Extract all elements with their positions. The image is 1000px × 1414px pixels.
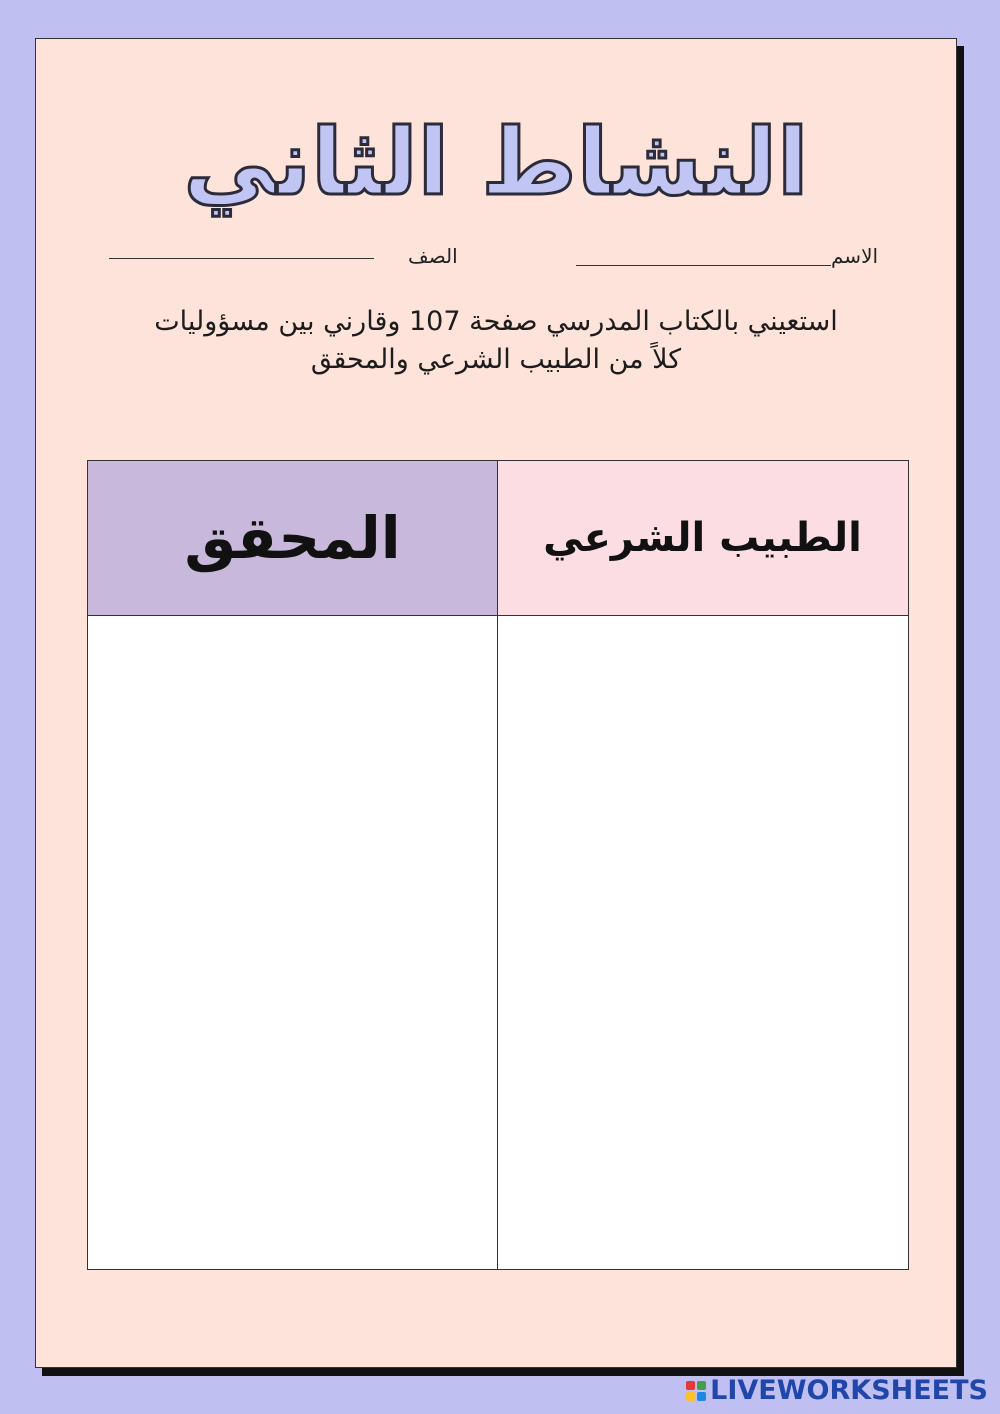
instructions-text: استعيني بالكتاب المدرسي صفحة 107 وقارني بين مسؤوليات كلاً من الطبيب الشرعي والمحقق bbox=[154, 306, 838, 375]
name-input-line[interactable] bbox=[576, 265, 831, 266]
brand-name: LIVEWORKSHEETS bbox=[710, 1375, 988, 1406]
comparison-table bbox=[87, 460, 909, 1270]
class-input-line[interactable] bbox=[109, 258, 374, 259]
worksheet-title: النشاط الثاني bbox=[183, 109, 809, 216]
answer-cell-forensic-doctor[interactable] bbox=[497, 616, 908, 1269]
class-label: الصف bbox=[408, 244, 458, 268]
liveworksheets-logo-icon bbox=[686, 1381, 706, 1401]
liveworksheets-brand[interactable] bbox=[686, 1375, 988, 1406]
answer-cell-investigator[interactable] bbox=[88, 616, 498, 1269]
worksheet-page bbox=[35, 38, 957, 1368]
name-label: الاسم bbox=[831, 244, 879, 268]
column-header-investigator: المحقق bbox=[88, 461, 498, 616]
column-header-forensic-doctor: الطبيب الشرعي bbox=[497, 461, 908, 616]
